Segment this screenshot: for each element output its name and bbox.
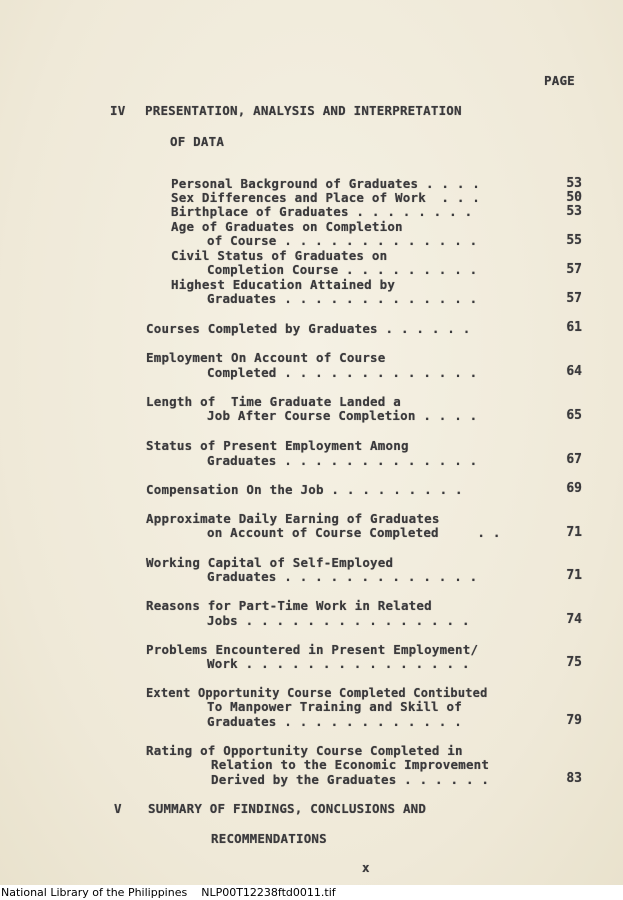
- footer-file-name: NLP00T12238ftd0011.tif: [201, 886, 336, 899]
- chapter-v-numeral: V: [114, 801, 122, 816]
- page-number-rating-opportunity: 83: [566, 771, 582, 786]
- toc-entry-reasons-part-time-line2: Jobs . . . . . . . . . . . . . . .: [207, 613, 470, 628]
- page-number-courses-completed: 61: [566, 320, 582, 335]
- toc-entry-highest-education-line2: Graduates . . . . . . . . . . . . .: [207, 291, 478, 306]
- toc-entry-personal-background: Personal Background of Graduates . . . .: [171, 176, 481, 191]
- toc-entry-birthplace: Birthplace of Graduates . . . . . . . .: [171, 204, 473, 219]
- toc-entry-daily-earning-line2: on Account of Course Completed . .: [207, 525, 501, 540]
- toc-entry-daily-earning-line1: Approximate Daily Earning of Graduates: [146, 511, 440, 526]
- page-number-length-of-time: 65: [566, 408, 582, 423]
- toc-entry-sex-differences: Sex Differences and Place of Work . . .: [171, 190, 481, 205]
- toc-entry-extent-opportunity-line1: Extent Opportunity Course Completed Contibuted: [146, 686, 488, 700]
- toc-entry-rating-opportunity-line1: Rating of Opportunity Course Completed in: [146, 743, 463, 758]
- page-number-reasons-part-time: 74: [566, 612, 582, 627]
- toc-entry-working-capital-line1: Working Capital of Self-Employed: [146, 555, 394, 570]
- toc-entry-rating-opportunity-line3: Derived by the Graduates . . . . . .: [211, 772, 490, 787]
- toc-entry-status-employment-line1: Status of Present Employment Among: [146, 438, 409, 453]
- toc-entry-highest-education-line1: Highest Education Attained by: [171, 277, 396, 292]
- page-number-extent-opportunity: 79: [566, 713, 582, 728]
- toc-entry-employment-line2: Completed . . . . . . . . . . . . .: [207, 365, 478, 380]
- footer-library-name: National Library of the Philippines: [1, 886, 188, 899]
- page-number-daily-earning: 71: [566, 525, 582, 540]
- toc-entry-civil-status-line1: Civil Status of Graduates on: [171, 248, 388, 263]
- page-roman-number: x: [362, 860, 370, 875]
- toc-entry-problems-line1: Problems Encountered in Present Employment/: [146, 642, 479, 657]
- toc-entry-length-of-time-line2: Job After Course Completion . . . .: [207, 408, 478, 423]
- toc-entry-extent-opportunity-line3: Graduates . . . . . . . . . . . .: [207, 714, 462, 729]
- toc-entry-reasons-part-time-line1: Reasons for Part-Time Work in Related: [146, 598, 432, 613]
- toc-entry-rating-opportunity-line2: Relation to the Economic Improvement: [211, 757, 490, 772]
- chapter-v-title-line1: SUMMARY OF FINDINGS, CONCLUSIONS AND: [148, 801, 427, 816]
- page-number-personal-background: 53: [566, 176, 582, 191]
- toc-entry-compensation: Compensation On the Job . . . . . . . . .: [146, 482, 463, 497]
- page-number-employment: 64: [566, 364, 582, 379]
- chapter-v-title-line2: RECOMMENDATIONS: [211, 831, 327, 846]
- scan-footer: [0, 885, 623, 900]
- chapter-iv-title-line2: OF DATA: [170, 134, 225, 149]
- page-number-working-capital: 71: [566, 568, 582, 583]
- page-number-problems: 75: [566, 655, 582, 670]
- toc-entry-working-capital-line2: Graduates . . . . . . . . . . . . .: [207, 569, 478, 584]
- page-number-birthplace: 53: [566, 204, 582, 219]
- toc-entry-problems-line2: Work . . . . . . . . . . . . . . .: [207, 656, 470, 671]
- page-number-compensation: 69: [566, 481, 582, 496]
- page-number-age: 55: [566, 233, 582, 248]
- toc-entry-civil-status-line2: Completion Course . . . . . . . . .: [207, 262, 478, 277]
- page-number-status-employment: 67: [566, 452, 582, 467]
- toc-entry-length-of-time-line1: Length of Time Graduate Landed a: [146, 394, 401, 409]
- toc-entry-status-employment-line2: Graduates . . . . . . . . . . . . .: [207, 453, 478, 468]
- toc-entry-extent-opportunity-line2: To Manpower Training and Skill of: [207, 699, 462, 714]
- page-number-civil-status: 57: [566, 262, 582, 277]
- page-number-highest-education: 57: [566, 291, 582, 306]
- chapter-iv-numeral: IV: [110, 103, 126, 118]
- toc-entry-employment-line1: Employment On Account of Course: [146, 350, 386, 365]
- toc-entry-age-line2: of Course . . . . . . . . . . . . .: [207, 233, 478, 248]
- chapter-iv-title-line1: PRESENTATION, ANALYSIS AND INTERPRETATION: [145, 103, 462, 118]
- toc-entry-age-line1: Age of Graduates on Completion: [171, 219, 403, 234]
- page-number-sex-differences: 50: [566, 190, 582, 205]
- toc-entry-courses-completed: Courses Completed by Graduates . . . . . .: [146, 321, 471, 336]
- page-column-label: PAGE: [544, 73, 575, 88]
